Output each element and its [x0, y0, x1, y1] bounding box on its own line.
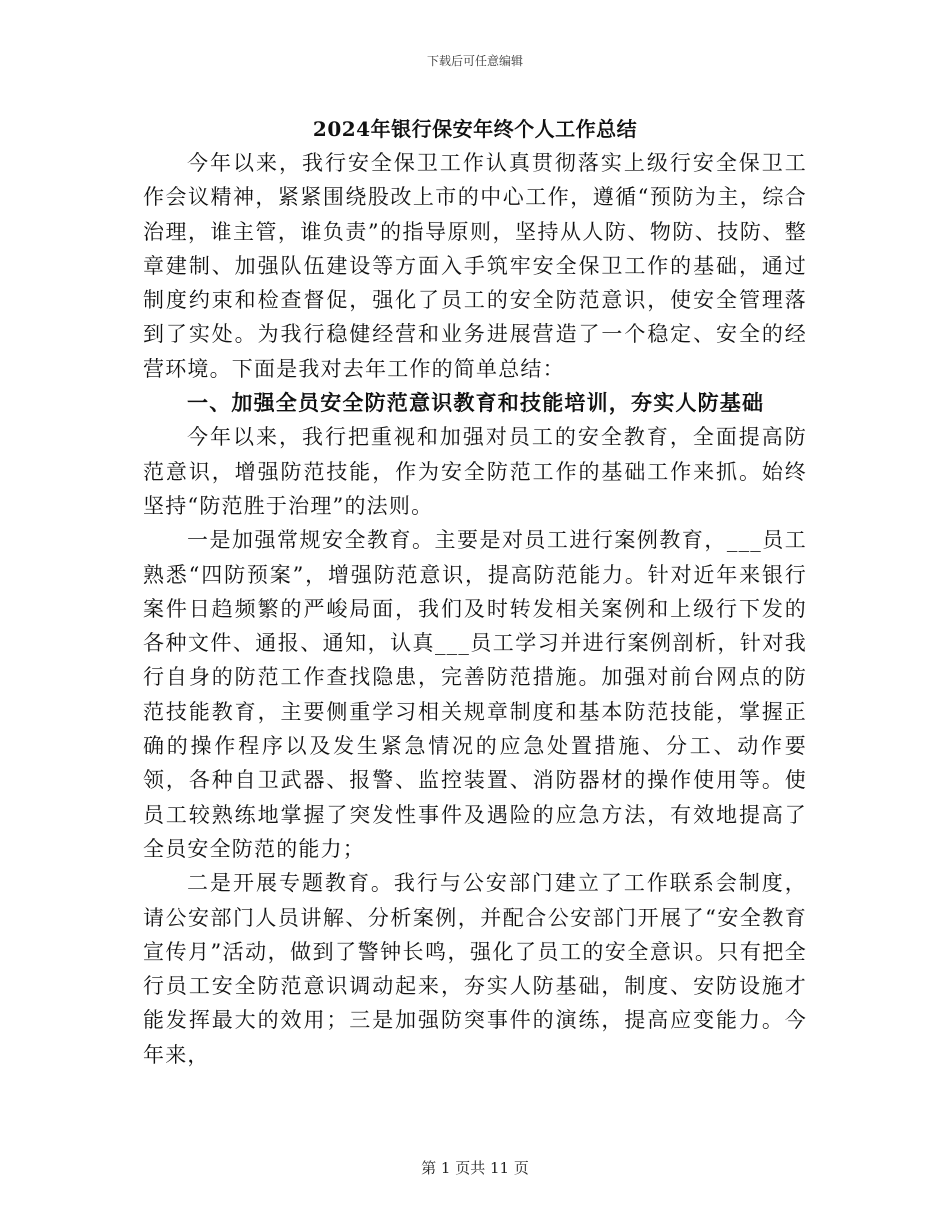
section-paragraph: 今年以来，我行把重视和加强对员工的安全教育，全面提高防范意识，增强防范技能，作为安全防范工作的基础工作来抓。始终坚持“防范胜于治理”的法则。	[143, 425, 807, 518]
header-note: 下载后可任意编辑	[426, 54, 523, 68]
document-title: 2024年银行保安年终个人工作总结	[312, 117, 638, 141]
intro-paragraph: 今年以来，我行安全保卫工作认真贯彻落实上级行安全保卫工作会议精神，紧紧围绕股改上市的中心工作，遵循“预防为主，综合治理，谁主管，谁负责”的指导原则，坚持从人防、物防、技防、整章建制、加强队伍建设等方面入手筑牢安全保卫工作的基础，通过制度约束和检查督促，强化了员工的安全防范意识，使安全管理落到了实处。为我行稳健经营和业务进展营造了一个稳定、安全的经营环境。下面是我对去年工作的简单总结：	[143, 151, 807, 381]
page-number: 第 1 页共 11 页	[421, 1159, 529, 1177]
document-body	[143, 146, 807, 1072]
section-heading: 一、加强全员安全防范意识教育和技能培训，夯实人防基础	[187, 390, 765, 416]
section-paragraph: 二是开展专题教育。我行与公安部门建立了工作联系会制度，请公安部门人员讲解、分析案例，并配合公安部门开展了“安全教育宣传月”活动，做到了警钟长鸣，强化了员工的安全意识。只有把全行员工安全防范意识调动起来，夯实人防基础，制度、安防设施才能发挥最大的效用；三是加强防突事件的演练，提高应变能力。今年来，	[143, 871, 807, 1067]
section-paragraph: 一是加强常规安全教育。主要是对员工进行案例教育，___员工熟悉“四防预案”，增强防范意识，提高防范能力。针对近年来银行案件日趋频繁的严峻局面，我们及时转发相关案例和上级行下发的各种文件、通报、通知，认真___员工学习并进行案例剖析，针对我行自身的防范工作查找隐患，完善防范措施。加强对前台网点的防范技能教育，主要侧重学习相关规章制度和基本防范技能，掌握正确的操作程序以及发生紧急情况的应急处置措施、分工、动作要领，各种自卫武器、报警、监控装置、消防器材的操作使用等。使员工较熟练地掌握了突发性事件及遇险的应急方法，有效地提高了全员安全防范的能力；	[143, 528, 807, 861]
